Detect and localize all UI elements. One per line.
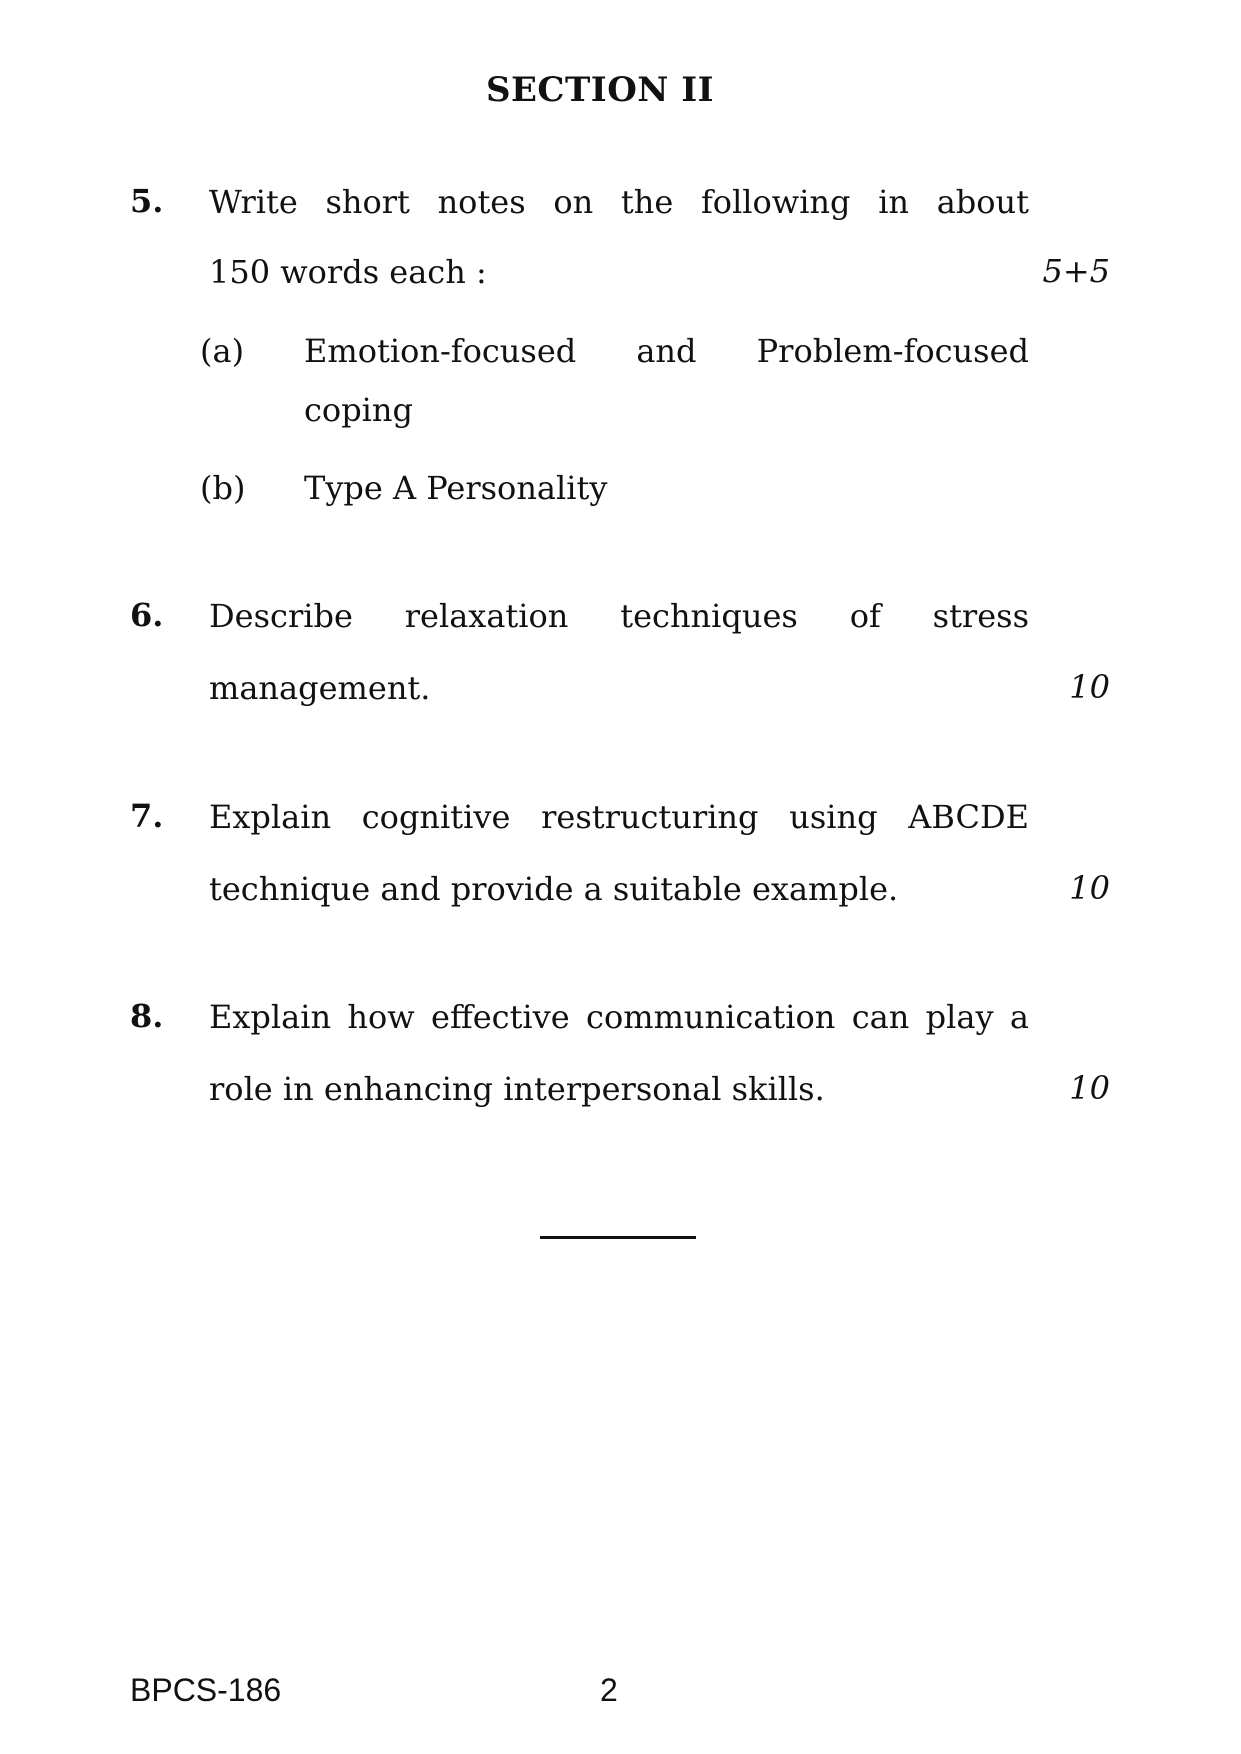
- part-b-text: Type A Personality: [304, 469, 608, 507]
- question-marks: 5+5: [1042, 252, 1110, 290]
- question-text-line-1: Describe relaxation techniques of stress: [209, 597, 1029, 635]
- question-number: 5.: [130, 182, 164, 220]
- part-a-text-line-2: coping: [304, 391, 413, 429]
- part-a-text-line-1: Emotion-focused and Problem-focused: [304, 332, 1029, 370]
- paper-code: BPCS-186: [130, 1672, 282, 1708]
- question-number: 8.: [130, 997, 164, 1035]
- end-of-paper-rule: [540, 1236, 696, 1239]
- question-text-line-1: Write short notes on the following in about: [209, 183, 1029, 221]
- question-text-line-1: Explain how effective communication can play a: [209, 998, 1029, 1036]
- page-number: 2: [600, 1672, 618, 1708]
- question-text-line-1: Explain cognitive restructuring using ABCDE: [209, 798, 1029, 836]
- part-a-label: (a): [200, 332, 245, 370]
- question-marks: 10: [1069, 869, 1110, 907]
- question-number: 7.: [130, 797, 164, 835]
- question-number: 6.: [130, 596, 164, 634]
- question-marks: 10: [1069, 668, 1110, 706]
- question-text-line-2: management.: [209, 669, 431, 707]
- question-text-line-2: technique and provide a suitable example.: [209, 870, 899, 908]
- question-text-line-2: 150 words each :: [209, 253, 487, 291]
- part-b-label: (b): [200, 469, 246, 507]
- question-text-line-2: role in enhancing interpersonal skills.: [209, 1070, 825, 1108]
- section-title: SECTION II: [485, 70, 715, 110]
- question-marks: 10: [1069, 1069, 1110, 1107]
